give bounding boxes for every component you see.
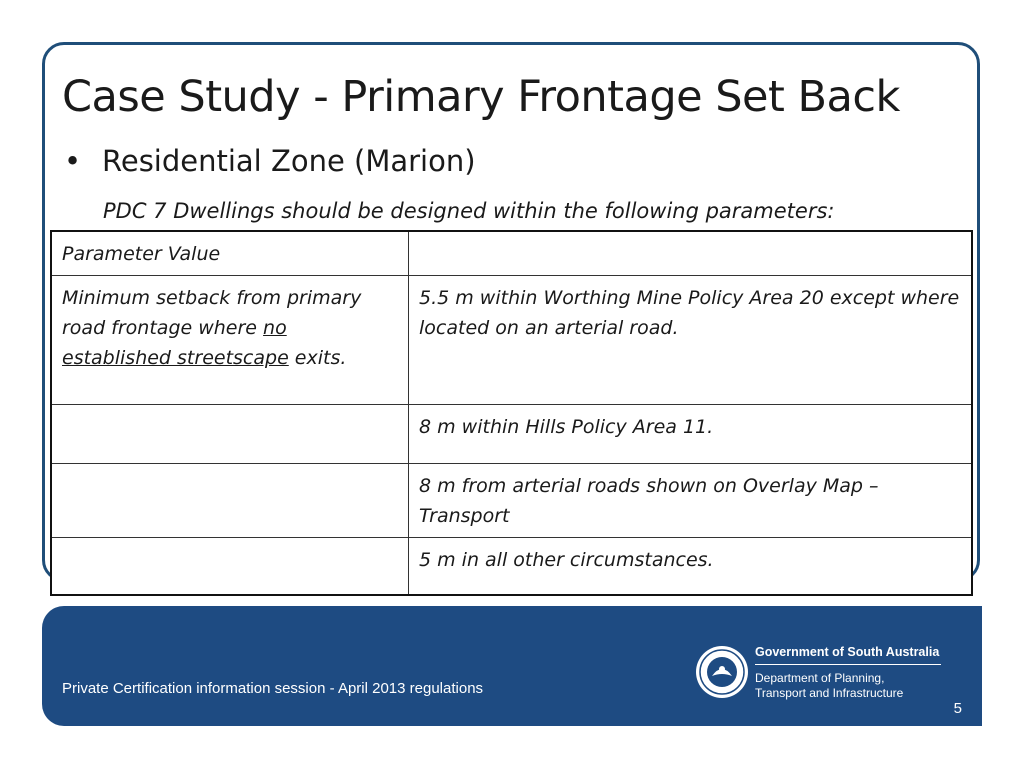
bullet-item [64, 144, 476, 178]
footer-session-text: Private Certification information session - April 2013 regulations [62, 680, 484, 697]
slide-title: Case Study - Primary Frontage Set Back [62, 72, 900, 122]
government-branding [755, 645, 941, 701]
bullet-dot-icon: • [64, 144, 82, 178]
table-cell-parameter [51, 538, 409, 595]
table-header-cell [409, 231, 973, 276]
footer-bar [42, 606, 982, 726]
parameters-table [50, 230, 973, 596]
pdc-text: PDC 7 Dwellings should be designed within the following parameters: [103, 199, 835, 223]
table-row [51, 538, 972, 595]
table-cell-parameter [51, 464, 409, 538]
bullet-text: Residential Zone (Marion) [102, 144, 476, 178]
table-cell-value: 5 m in all other circumstances. [409, 538, 973, 595]
page-number: 5 [953, 700, 962, 717]
table-cell-value: 5.5 m within Worthing Mine Policy Area 20 except where located on an arterial road. [409, 276, 973, 405]
table-row [51, 276, 972, 405]
table-cell-parameter [51, 276, 409, 405]
department-line-1: Department of Planning, [755, 671, 885, 685]
table-cell-parameter [51, 405, 409, 464]
table-header-row [51, 231, 972, 276]
government-title: Government of South Australia [755, 645, 940, 659]
parameter-text-underlined: no established streetscape [62, 317, 289, 369]
government-crest-icon [694, 644, 750, 700]
table-header-cell: Parameter Value [51, 231, 409, 276]
department-line-2: Transport and Infrastructure [755, 686, 904, 700]
table-row [51, 405, 972, 464]
table-row [51, 464, 972, 538]
parameter-text-end: exits. [288, 347, 347, 369]
parameter-text-start: Minimum setback from primary road frontage where [62, 287, 362, 339]
table-cell-value: 8 m within Hills Policy Area 11. [409, 405, 973, 464]
branding-divider [755, 664, 941, 665]
table-cell-value: 8 m from arterial roads shown on Overlay Map – Transport [409, 464, 973, 538]
